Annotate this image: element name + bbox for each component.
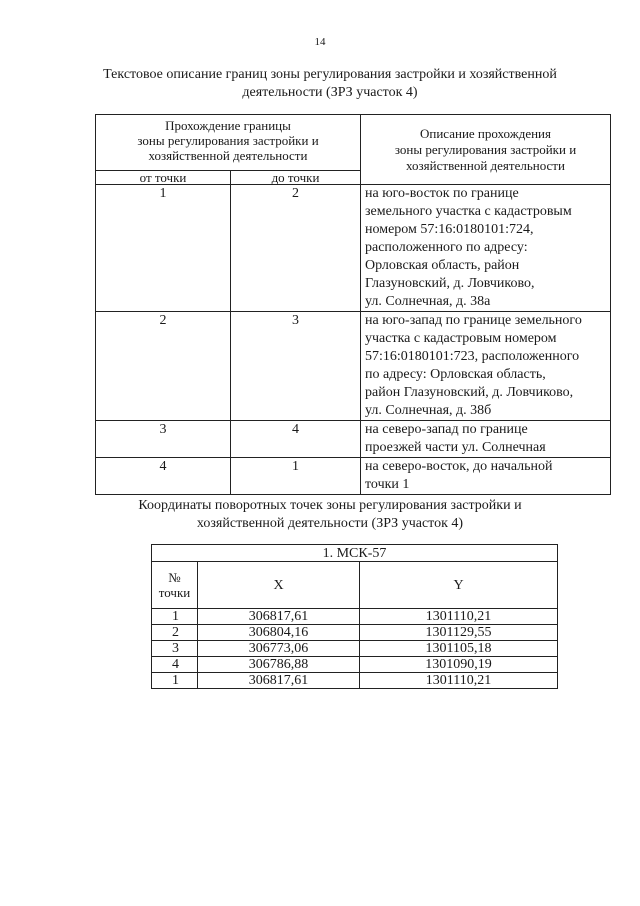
header-passage-line: зоны регулирования застройки и: [137, 133, 319, 148]
header-x: X: [198, 562, 360, 609]
y-cell: 1301110,21: [360, 609, 558, 625]
desc-line: точки 1: [365, 477, 410, 492]
desc-line: на северо-запад по границе: [365, 422, 528, 437]
coordinate-system-caption: 1. МСК-57: [152, 545, 558, 562]
x-cell: 306773,06: [198, 641, 360, 657]
x-cell: 306817,61: [198, 609, 360, 625]
desc-line: ул. Солнечная, д. 38а: [365, 294, 491, 309]
header-passage-line: хозяйственной деятельности: [148, 148, 308, 163]
to-point-cell: 2: [231, 185, 361, 312]
desc-line: район Глазуновский, д. Ловчиково,: [365, 385, 574, 400]
table-row: [152, 609, 558, 625]
from-point-cell: 4: [96, 458, 231, 495]
desc-line: проезжей части ул. Солнечная: [365, 440, 546, 455]
desc-line: ул. Солнечная, д. 38б: [365, 403, 492, 418]
desc-line: 57:16:0180101:723, расположенного: [365, 349, 580, 364]
to-point-cell: 3: [231, 312, 361, 421]
header-y: Y: [360, 562, 558, 609]
point-number-cell: 2: [152, 625, 198, 641]
header-to-point: до точки: [231, 171, 361, 185]
desc-line: по адресу: Орловская область,: [365, 367, 546, 382]
title-line-1: Текстовое описание границ зоны регулирования застройки и хозяйственной: [103, 67, 557, 82]
from-point-cell: 3: [96, 421, 231, 458]
title-line-1: Координаты поворотных точек зоны регулирования застройки и: [138, 498, 522, 513]
boundary-description-table: [95, 114, 611, 495]
table-row: [96, 421, 611, 458]
y-cell: 1301129,55: [360, 625, 558, 641]
to-point-cell: 4: [231, 421, 361, 458]
to-point-cell: 1: [231, 458, 361, 495]
description-cell: [361, 185, 611, 312]
description-cell: [361, 312, 611, 421]
coordinates-title: [120, 497, 540, 533]
title-line-2: деятельности (ЗРЗ участок 4): [242, 85, 418, 100]
header-from-point: от точки: [96, 171, 231, 185]
header-description: [361, 115, 611, 185]
desc-line: участка с кадастровым номером: [365, 331, 557, 346]
x-cell: 306817,61: [198, 673, 360, 689]
coordinates-table: [151, 544, 558, 689]
header-point-number: [152, 562, 198, 609]
header-passage: [96, 115, 361, 171]
table-row: [152, 657, 558, 673]
table-row: [152, 625, 558, 641]
header-no-line: №: [168, 570, 181, 585]
desc-line: Орловская область, район: [365, 258, 520, 273]
header-passage-line: Прохождение границы: [165, 118, 291, 133]
x-cell: 306786,88: [198, 657, 360, 673]
title-line-2: хозяйственной деятельности (ЗРЗ участок 4): [196, 516, 464, 531]
header-desc-line: Описание прохождения: [419, 125, 551, 141]
point-number-cell: 1: [152, 609, 198, 625]
x-cell: 306804,16: [198, 625, 360, 641]
y-cell: 1301105,18: [360, 641, 558, 657]
description-cell: [361, 421, 611, 458]
point-number-cell: 3: [152, 641, 198, 657]
desc-line: на юго-запад по границе земельного: [365, 313, 582, 328]
table-row: [96, 185, 611, 312]
header-desc-line: хозяйственной деятельности: [406, 157, 565, 173]
point-number-cell: 4: [152, 657, 198, 673]
header-no-line: точки: [158, 585, 191, 600]
table-row: [96, 312, 611, 421]
header-desc-line: зоны регулирования застройки и: [394, 141, 577, 157]
point-number-cell: 1: [152, 673, 198, 689]
table-row: [96, 458, 611, 495]
desc-line: на северо-восток, до начальной: [365, 459, 553, 474]
desc-line: Глазуновский, д. Ловчиково,: [365, 276, 535, 291]
y-cell: 1301090,19: [360, 657, 558, 673]
boundary-description-title: [95, 66, 565, 102]
desc-line: земельного участка с кадастровым: [365, 204, 572, 219]
desc-line: на юго-восток по границе: [365, 186, 519, 201]
table-row: [152, 673, 558, 689]
from-point-cell: 2: [96, 312, 231, 421]
from-point-cell: 1: [96, 185, 231, 312]
y-cell: 1301110,21: [360, 673, 558, 689]
description-cell: [361, 458, 611, 495]
desc-line: расположенного по адресу:: [365, 240, 528, 255]
page-number: 14: [314, 36, 326, 48]
table-row: [152, 641, 558, 657]
desc-line: номером 57:16:0180101:724,: [365, 222, 534, 237]
